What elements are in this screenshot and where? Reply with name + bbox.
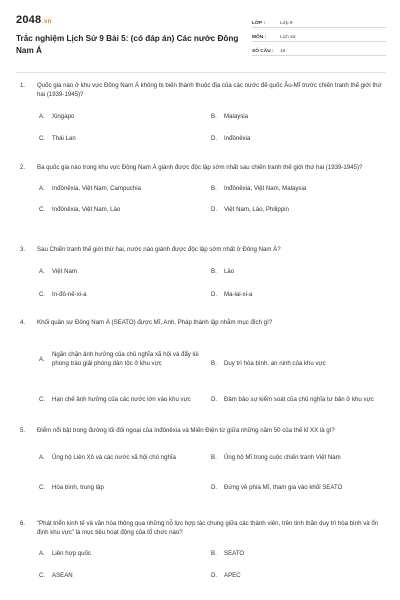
question-number: 3. (20, 246, 26, 253)
option-letter: B. (211, 185, 217, 192)
option-text: Việt Nam, Lào, Philippin (224, 206, 289, 213)
question-text: “Phát triển kinh tế và văn hóa thông qua những nỗ lực hợp tác chung giữa các thành viên, trên tinh thần duy trì hòa bình và ổn định khu vực” là mục tiêu hoạt động của tổ chức nào? (37, 520, 379, 536)
question-text: Khối quân sự Đông Nam Á (SEATO) được Mĩ, Anh, Pháp thành lập nhằm mục đích gì? (37, 319, 273, 326)
answer-options (39, 327, 382, 417)
option-letter: B. (211, 360, 217, 367)
option-d[interactable] (211, 134, 381, 143)
question-3 (20, 245, 382, 298)
option-text: Lào (224, 268, 235, 275)
question-4 (20, 318, 382, 417)
option-letter: A. (39, 355, 45, 363)
option-d[interactable] (211, 571, 381, 580)
option-text: ASEAN (52, 572, 73, 579)
question-text: Sau Chiến tranh thế giới thứ hai, nước nào giành được độc lập sớm nhất ở Đông Nam Á? (37, 246, 281, 253)
question-stem (20, 318, 382, 327)
option-text: Inđônêxia, Việt Nam, Malaysia (224, 185, 307, 192)
option-a[interactable] (39, 267, 204, 276)
question-6 (20, 519, 382, 577)
option-text: Inđônêxia (224, 135, 251, 142)
option-letter: A. (39, 185, 45, 192)
option-b[interactable] (211, 453, 381, 462)
answer-options (39, 537, 382, 577)
option-d[interactable] (211, 395, 381, 404)
option-text: APEC (224, 572, 241, 579)
question-stem (20, 81, 382, 99)
option-letter: C. (39, 135, 46, 142)
meta-row-subject (252, 28, 386, 42)
option-text: Hòa bình, trung lập (52, 484, 104, 491)
option-letter: C. (39, 572, 46, 579)
option-letter: A. (39, 113, 45, 120)
meta-label: LỚP : (252, 21, 266, 26)
option-letter: C. (39, 291, 46, 298)
option-letter: D. (211, 484, 218, 491)
option-b[interactable] (211, 112, 381, 121)
question-number: 5. (20, 427, 26, 434)
option-letter: A. (39, 268, 45, 275)
option-letter: A. (39, 550, 45, 557)
question-number: 4. (20, 319, 26, 326)
option-c[interactable] (39, 395, 204, 404)
meta-value: Lịch sử (280, 35, 296, 40)
option-b[interactable] (211, 549, 381, 558)
option-a[interactable] (39, 184, 204, 193)
answer-options (39, 172, 382, 212)
question-1 (20, 81, 382, 142)
option-text: Inđônêxia, Việt Nam, Campuchia (52, 185, 141, 192)
option-d[interactable] (211, 205, 381, 214)
question-text: Quốc gia nào ở khu vực Đông Nam Á không bị biến thành thuộc địa của các nước đế quốc Âu-Mĩ trước chiến tranh thế giới thứ hai (1939-1945)? (37, 82, 382, 98)
option-a[interactable] (39, 112, 204, 121)
meta-label: MÔN : (252, 35, 267, 40)
question-number: 1. (20, 82, 26, 89)
question-stem (20, 519, 382, 537)
option-text: Ma-lai-xi-a (224, 291, 253, 298)
page-header (16, 14, 386, 74)
document-meta (252, 14, 386, 56)
option-a[interactable] (39, 350, 204, 368)
meta-row-count (252, 42, 386, 56)
option-letter: B. (211, 550, 217, 557)
header-divider (16, 72, 386, 73)
option-letter: C. (39, 396, 46, 403)
option-b[interactable] (211, 267, 381, 276)
option-text: Xingapo (52, 113, 75, 120)
question-stem (20, 163, 382, 172)
option-text: SEATO (224, 550, 245, 557)
question-5 (20, 426, 382, 495)
option-text: Malaysia (224, 113, 249, 120)
option-letter: C. (39, 484, 46, 491)
option-c[interactable] (39, 134, 204, 143)
option-text: Liên hợp quốc (52, 550, 91, 557)
option-b[interactable] (211, 184, 381, 193)
meta-label: SỐ CÂU : (252, 49, 274, 54)
question-2 (20, 163, 382, 212)
answer-options (39, 254, 382, 298)
option-a[interactable] (39, 453, 204, 462)
question-number: 6. (20, 520, 26, 527)
option-letter: D. (211, 135, 218, 142)
option-d[interactable] (211, 290, 381, 299)
option-text: In-đô-nê-xi-a (52, 291, 87, 298)
option-letter: D. (211, 291, 218, 298)
logo-main: 2048 (16, 14, 42, 26)
option-c[interactable] (39, 205, 204, 214)
option-text: Ngăn chặn ảnh hưởng của chủ nghĩa xã hội và đẩy lùi phong trào giải phóng dân tộc ở khu vực (52, 351, 199, 367)
option-text: Inđônêxia, Việt Nam, Lào (52, 206, 121, 213)
document-title: Trắc nghiệm Lịch Sử 9 Bài 5: (có đáp án) Các nước Đông Nam Á (16, 34, 239, 55)
option-letter: D. (211, 572, 218, 579)
option-d[interactable] (211, 483, 381, 492)
option-letter: B. (211, 268, 217, 275)
site-logo[interactable] (16, 14, 52, 26)
option-b[interactable] (211, 359, 381, 368)
option-text: Việt Nam (52, 268, 77, 275)
meta-value: Lớp 9 (280, 21, 293, 26)
option-letter: A. (39, 454, 45, 461)
option-c[interactable] (39, 571, 204, 580)
option-c[interactable] (39, 290, 204, 299)
option-letter: D. (211, 206, 218, 213)
option-letter: B. (211, 113, 217, 120)
option-text: Ủng hộ Mĩ trong cuộc chiến tranh Việt Nam (224, 454, 341, 461)
option-letter: D. (211, 396, 218, 403)
option-text: Hạn chế ảnh hưởng của các nước lớn vào khu vực (52, 396, 191, 403)
answer-options (39, 435, 382, 495)
meta-value: 16 (280, 49, 286, 54)
answer-options (39, 99, 382, 142)
meta-row-class (252, 14, 386, 28)
option-a[interactable] (39, 549, 204, 558)
option-c[interactable] (39, 483, 204, 492)
question-stem (20, 245, 382, 254)
question-number: 2. (20, 164, 26, 171)
option-text: Duy trì hòa bình, an ninh của khu vực (224, 360, 326, 367)
option-text: Đảm bảo sự kiểm soát của chủ nghĩa tư bản ở khu vực (224, 396, 374, 403)
option-text: Đứng về phía Mĩ, tham gia vào khối SEATO (224, 484, 343, 491)
logo-suffix: .vn (42, 19, 52, 25)
question-text: Ba quốc gia nào trong khu vực Đông Nam Á giành được độc lập sớm nhất sau chiến tranh thế giới thứ hai (1939-1945)? (37, 164, 363, 171)
question-text: Điểm nổi bật trong đường lối đối ngoại của Inđônêxia và Miến Điện từ giữa những năm 50 của thế kỉ XX là gì? (37, 427, 335, 434)
option-letter: B. (211, 454, 217, 461)
option-letter: C. (39, 206, 46, 213)
option-text: Thái Lan (52, 135, 76, 142)
option-text: Ủng hộ Liên Xô và các nước xã hội chủ nghĩa (52, 454, 176, 461)
question-stem (20, 426, 382, 435)
